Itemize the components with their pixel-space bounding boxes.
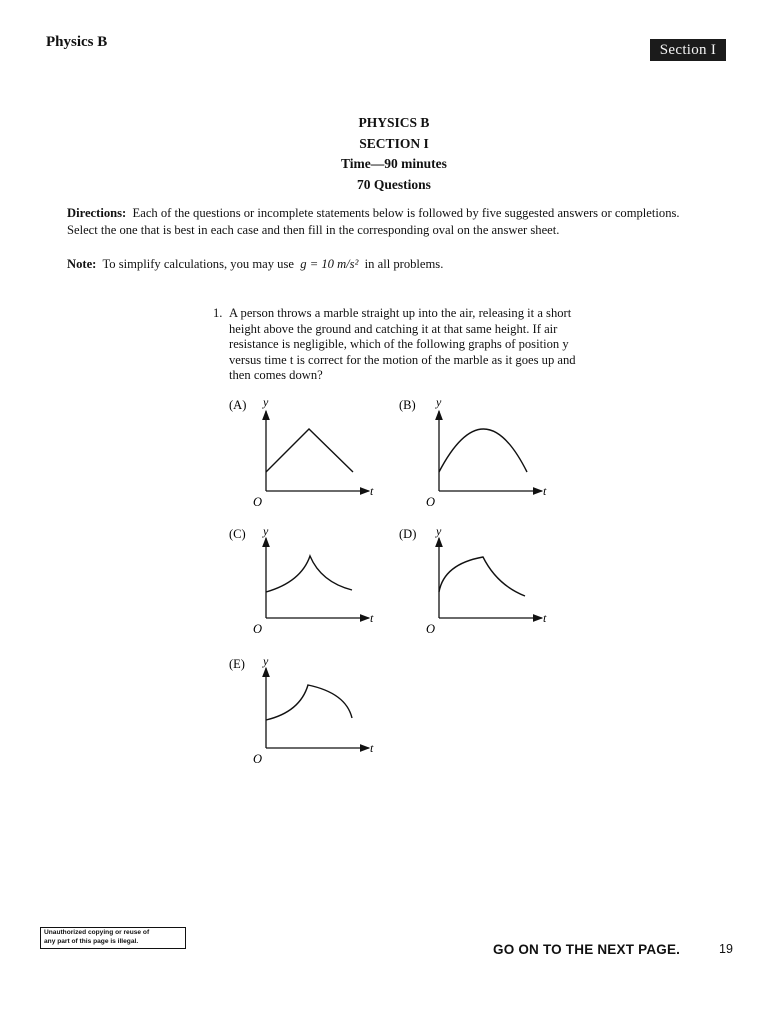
position-curve	[439, 557, 525, 596]
position-curve	[266, 556, 352, 592]
page-number: 19	[719, 942, 733, 956]
copyright-line-1: Unauthorized copying or reuse of	[44, 929, 150, 936]
note-text-after: in all problems.	[364, 257, 444, 271]
position-curve	[266, 429, 353, 472]
choice-d-graph	[399, 524, 547, 636]
graphs-group	[229, 395, 547, 766]
x-axis-label: t	[370, 741, 374, 755]
directions-label: Directions:	[67, 206, 127, 220]
next-page-instruction: GO ON TO THE NEXT PAGE.	[493, 942, 681, 957]
origin-label: O	[426, 622, 436, 636]
running-header-subject: Physics B	[46, 34, 108, 50]
x-axis-label: t	[370, 484, 374, 498]
choice-e-graph	[229, 654, 374, 766]
y-axis-label: y	[263, 395, 269, 409]
choice-a-graph	[229, 395, 374, 509]
origin-label: O	[253, 622, 263, 636]
x-axis-label: t	[370, 611, 374, 625]
copyright-line-2: any part of this page is illegal.	[44, 937, 139, 945]
y-axis-label: y	[436, 395, 442, 409]
exam-title: PHYSICS B	[358, 115, 430, 130]
copyright-notice	[40, 927, 186, 949]
section-badge: Section I	[650, 39, 726, 61]
y-axis-label: y	[263, 654, 269, 668]
origin-label: O	[253, 752, 263, 766]
note-text-before: To simplify calculations, you may use	[102, 257, 294, 271]
origin-label: O	[253, 495, 263, 509]
question-count: 70 Questions	[357, 176, 431, 192]
directions-text: Each of the questions or incomplete statements below is followed by five suggested answers or completions. Select the one that is best in each case and then fill in the corresponding oval on the answer sheet.	[67, 206, 680, 237]
choice-label: (E)	[229, 657, 245, 671]
choice-label: (B)	[399, 398, 416, 412]
y-axis-label: y	[263, 524, 269, 538]
x-axis-label: t	[543, 611, 547, 625]
position-curve	[266, 685, 352, 720]
choice-label: (C)	[229, 527, 246, 541]
time-limit: Time—90 minutes	[341, 156, 447, 171]
note-label: Note:	[67, 257, 97, 271]
question-text: A person throws a marble straight up into the air, releasing it a short height above the ground and catching it at that same height. If air resistance is negligible, which of the following graphs of position y versus time t is correct for the motion of the marble as it goes up and then comes down?	[229, 306, 576, 382]
choice-b-graph	[399, 395, 547, 509]
section-title: SECTION I	[359, 135, 429, 151]
choice-c-graph	[229, 524, 374, 636]
note-formula: g = 10 m/s²	[300, 257, 359, 271]
choice-label: (D)	[399, 527, 417, 541]
choice-label: (A)	[229, 398, 247, 412]
position-curve	[439, 429, 527, 472]
question-number: 1.	[213, 306, 223, 320]
x-axis-label: t	[543, 484, 547, 498]
origin-label: O	[426, 495, 436, 509]
y-axis-label: y	[436, 524, 442, 538]
